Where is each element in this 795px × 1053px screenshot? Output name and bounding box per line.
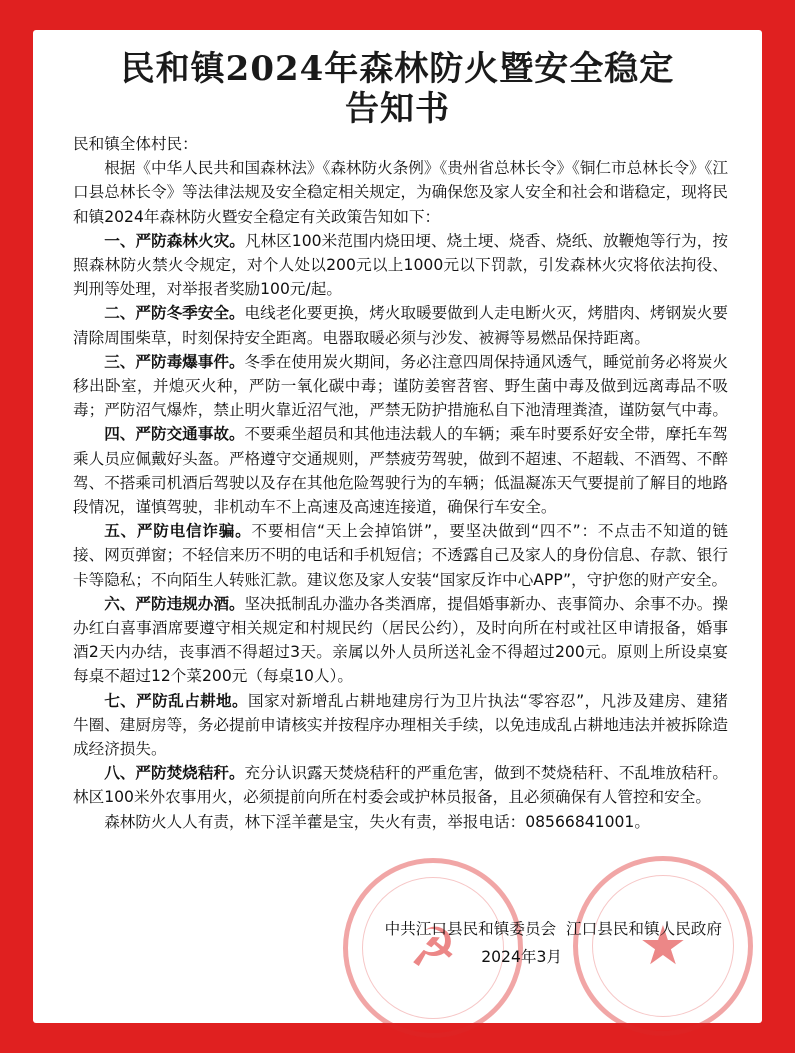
section-paragraph: [73, 761, 728, 809]
section-heading: 三、严防毒爆事件。: [104, 352, 245, 371]
signature-organizations: 中共江口县民和镇委员会 江口县民和镇人民政府: [384, 920, 722, 938]
section-heading: 二、严防冬季安全。: [104, 304, 245, 323]
notice-paper: [33, 30, 762, 1023]
section-text: 不要乘坐超员和其他违法载人的车辆；乘车时要系好安全带，摩托车驾乘人员应佩戴好头盔。严格遵守交通规则，严禁疲劳驾驶，做到不超速、不超载、不酒驾、不醉驾、不搭乘司机酒后驾驶以及存在其他危险驾驶行为的车辆；低温凝冻天气要提前了解目的地路段情况，谨慎驾驶，非机动车不上高速及高速连接道，确保行车安全。: [73, 425, 728, 517]
section-paragraph: [73, 301, 728, 349]
intro-paragraph: 根据《中华人民共和国森林法》《森林防火条例》《贵州省总林长令》《铜仁市总林长令》《江口县总林长令》等法律法规及安全稳定相关规定，为确保您及家人安全和社会和谐稳定，现将民和镇2024年森林防火暨安全稳定有关政策告知如下：: [73, 159, 728, 226]
government-seal-icon: [573, 856, 753, 1036]
salutation: 民和镇全体村民：: [73, 135, 198, 153]
section-heading: 一、严防森林火灾。: [104, 231, 245, 250]
section-text: 凡林区100米范围内烧田埂、烧土埂、烧香、烧纸、放鞭炮等行为，按照森林防火禁火令规定，对个人处以200元以上1000元以下罚款，引发森林火灾将依法拘役、判刑等处理，对举报者奖励100元/起。: [73, 231, 728, 299]
section-heading: 四、严防交通事故。: [104, 425, 245, 444]
section-text: 不要相信“天上会掉馅饼”，要坚决做到“四不”：不点击不知道的链接、网页弹窗；不轻信来历不明的电话和手机短信；不透露自己及家人的身份信息、存款、银行卡等隐私；不向陌生人转账汇款。建议您及家人安装“国家反诈中心APP”，守护您的财产安全。: [73, 522, 728, 589]
section-paragraph: [73, 689, 728, 762]
section-paragraph: [73, 229, 728, 302]
section-text: 充分认识露天焚烧秸秆的严重危害，做到不焚烧秸秆、不乱堆放秸秆。林区100米外农事用火，必须提前向所在村委会或护林员报备，且必须确保有人管控和安全。: [73, 764, 728, 807]
notice-body: [73, 132, 728, 834]
section-text: 冬季在使用炭火期间，务必注意四周保持通风透气，睡觉前务必将炭火移出卧室，并熄灭火种，严防一氧化碳中毒；谨防姜窖苕窖、野生菌中毒及做到远离毒品不吸毒；严防沼气爆炸，禁止明火靠近沼气池，严禁无防护措施私自下池清理粪渣，谨防氨气中毒。: [73, 352, 728, 420]
section-text: 电线老化要更换，烤火取暖要做到人走电断火灭，烤腊肉、烤钢炭火要清除周围柴草，时刻保持安全距离。电器取暖必须与沙发、被褥等易燃品保持距离。: [73, 304, 728, 347]
section-paragraph: [73, 592, 728, 689]
section-heading: 五、严防电信诈骗。: [104, 522, 252, 541]
section-heading: 八、严防焚烧秸秆。: [104, 764, 245, 783]
section-text: 坚决抵制乱办滥办各类酒席，提倡婚事新办、丧事简办、余事不办。操办红白喜事酒席要遵守相关规定和村规民约（居民公约），及时向所在村或社区申请报备，婚事酒2天内办结，丧事酒不得超过3天。亲属以外人员所送礼金不得超过200元。原则上所设桌宴每桌不超过12个菜200元（每桌10人）。: [73, 594, 728, 686]
hammer-sickle-icon: ☭: [408, 916, 458, 979]
section-text: 国家对新增乱占耕地建房行为卫片执法“零容忍”，凡涉及建房、建猪牛圈、建厨房等，务必提前申请核实并按程序办理相关手续，以免违成乱占耕地违法并被拆除造成经济损失。: [73, 691, 728, 759]
closing-paragraph: 森林防火人人有责，林下淫羊藿是宝，失火有责，举报电话：08566841001。: [104, 812, 650, 831]
section-heading: 七、严防乱占耕地。: [104, 691, 249, 710]
section-paragraph: [73, 519, 728, 592]
section-paragraph: [73, 422, 728, 519]
signature-date: 2024年3月: [481, 948, 562, 966]
star-icon: ★: [638, 914, 688, 977]
notice-title-line2: 告知书: [345, 89, 450, 129]
section-heading: 六、严防违规办酒。: [104, 594, 245, 613]
section-paragraph: [73, 350, 728, 423]
notice-title: 民和镇2024年森林防火暨安全稳定: [120, 49, 675, 89]
